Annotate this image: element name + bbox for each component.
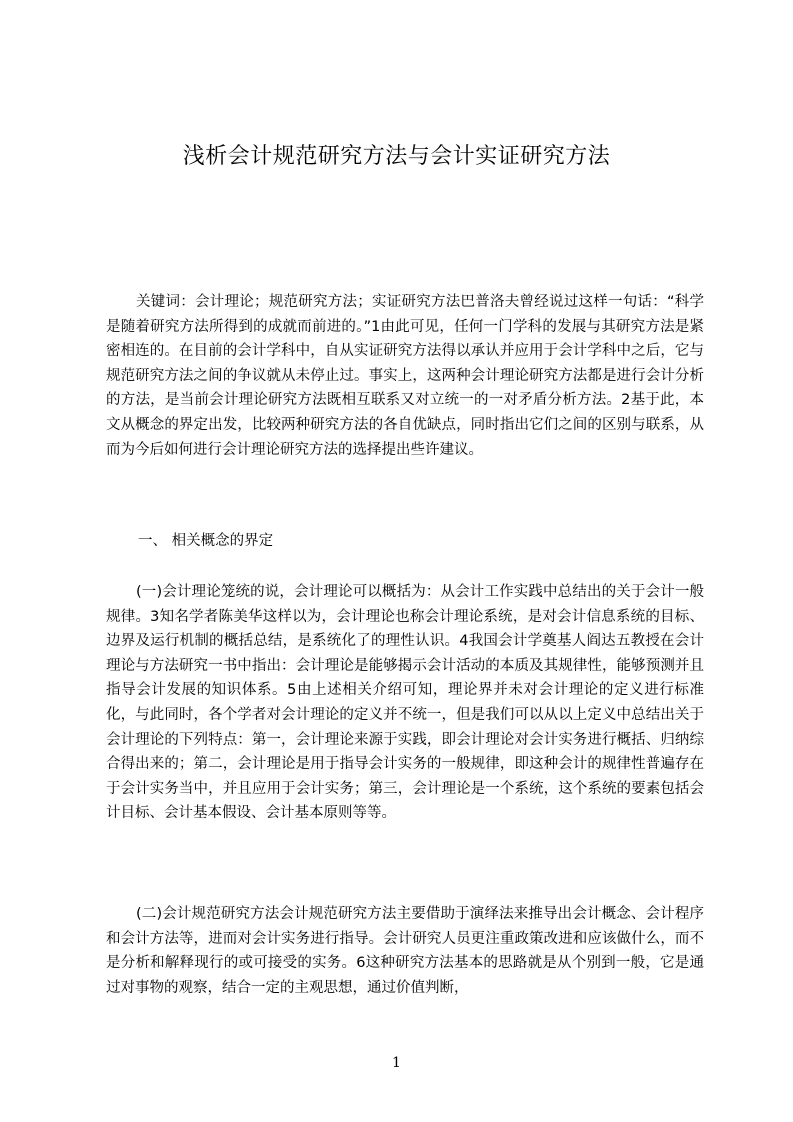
document-title: 浅析会计规范研究方法与会计实证研究方法 (182, 144, 611, 169)
section-heading-1: 一、 相关概念的界定 (138, 533, 274, 549)
keywords-paragraph: 关键词：会计理论；规范研究方法；实证研究方法巴普洛夫曾经说过这样一句话：“科学是随着研究方法所得到的成就而前进的。”1由此可见，任何一门学科的发展与其研究方法是紧密相连的。在目前的会计学科中，自从实证研究方法得以承认并应用于会计学科中之后，它与规范研究方法之间的争议就从未停止过。事实上，这两种会计理论研究方法都是进行会计分析的方法，是当前会计理论研究方法既相互联系又对立统一的一对矛盾分析方法。2基于此，本文从概念的界定出发，比较两种研究方法的各自优缺点，同时指出它们之间的区别与联系，从而为今后如何进行会计理论研究方法的选择提出些许建议。 (106, 294, 704, 458)
definition-paragraph-1: (一)会计理论笼统的说，会计理论可以概括为：从会计工作实践中总结出的关于会计一般规律。3知名学者陈美华这样以为，会计理论也称会计理论系统，是对会计信息系统的目标、边界及运行机制的概括总结，是系统化了的理性认识。4我国会计学奠基人阎达五教授在会计理论与方法研究一书中指出：会计理论是能够揭示会计活动的本质及其规律性，能够预测并且指导会计发展的知识体系。5由上述相关介绍可知，理论界并未对会计理论的定义进行标准化，与此同时，各个学者对会计理论的定义并不统一，但是我们可以从以上定义中总结出关于会计理论的下列特点：第一，会计理论来源于实践，即会计理论对会计实务进行概括、归纳综合得出来的；第二，会计理论是用于指导会计实务的一般规律，即这种会计的规律性普遍存在于会计实务当中，并且应用于会计实务；第三，会计理论是一个系统，这个系统的要素包括会计目标、会计基本假设、会计基本原则等等。 (106, 584, 704, 822)
definition-paragraph-2: (二)会计规范研究方法会计规范研究方法主要借助于演绎法来推导出会计概念、会计程序和会计方法等，进而对会计实务进行指导。会计研究人员更注重政策改进和应该做什么，而不是分析和解释现行的或可接受的实务。6这种研究方法基本的思路就是从个别到一般，它是通过对事物的观察，结合一定的主观思想，通过价值判断， (106, 906, 704, 996)
page-number: 1 (392, 1055, 401, 1071)
